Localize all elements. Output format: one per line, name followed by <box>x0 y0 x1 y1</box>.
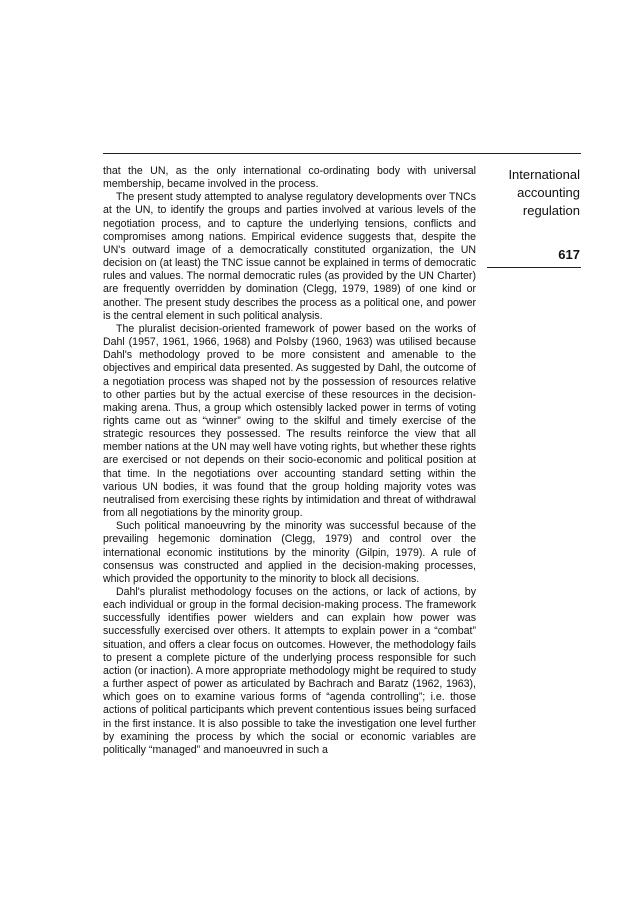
paragraph: The pluralist decision-oriented framework of power based on the works of Dahl (1957, 1961, 1966, 1968) and Polsby (1960, 1963) was utilised because Dahl's methodology proved to be more consistent and amenable to the objectives and empirical data presented. As suggested by Dahl, the outcome of a negotiation process was shaped not by the possession of resources relative to other parties but by the actual exercise of these resources in the decision-making arena. Thus, a group which ostensibly lacked power in terms of voting rights came out as “winner” owing to the skilful and timely exercise of the strategic resources they possessed. The results reinforce the view that all member nations at the UN may well have voting rights, but whether these rights are exercised or not depends on their socio-economic and political position at that time. In the negotiations over accounting standard setting within the various UN bodies, it was found that the group holding majority votes was neutralised from exercising these rights by intimidation and threat of withdrawal from all negotiations by the minority group. <box>103 322 476 520</box>
header-rule <box>103 153 581 154</box>
running-head-line-3: regulation <box>522 203 580 218</box>
page-number: 617 <box>558 247 580 262</box>
running-head-line-2: accounting <box>517 185 580 200</box>
paragraph: The present study attempted to analyse regulatory developments over TNCs at the UN, to identify the groups and parties involved at various levels of the negotiation process, and to capture the underlying tensions, conflicts and compromises among nations. Empirical evidence suggests that, despite the UN's outward image of a democratically constituted organization, the UN decision on (at least) the TNC issue cannot be explained in terms of democratic rules and values. The normal democratic rules (as provided by the UN Charter) are frequently overridden by domination (Clegg, 1979, 1989) of one kind or another. The present study describes the process as a political one, and power is the central element in such political analysis. <box>103 191 476 322</box>
margin-rule <box>487 267 581 268</box>
running-head-line-1: International <box>508 167 580 182</box>
paragraph: Dahl's pluralist methodology focuses on the actions, or lack of actions, by each individual or group in the formal decision-making process. The framework successfully identifies power wielders and can explain how power was successfully exercised over others. It attempts to explain power in a “combat” situation, and offers a clear focus on outcomes. However, the methodology fails to present a complete picture of the underlying process responsible for such action (or inaction). A more appropriate methodology might be required to study a further aspect of power as articulated by Bachrach and Baratz (1962, 1963), which goes on to examine various forms of “agenda controlling”; i.e. those actions of political participants which prevent contentious issues being surfaced in the first instance. It is also possible to take the investigation one level further by examining the process by which the social or economic variables are politically “managed” and manoeuvred in such a <box>103 586 476 756</box>
running-head <box>470 166 580 220</box>
body-text <box>103 165 476 757</box>
paragraph-continuation: that the UN, as the only international co-ordinating body with universal membership, became involved in the process. <box>103 165 476 191</box>
paragraph: Such political manoeuvring by the minority was successful because of the prevailing hegemonic domination (Clegg, 1979) and control over the international economic institutions by the minority (Gilpin, 1979). A rule of consensus was constructed and applied in the decision-making processes, which provided the opportunity to the minority to block all decisions. <box>103 520 476 585</box>
